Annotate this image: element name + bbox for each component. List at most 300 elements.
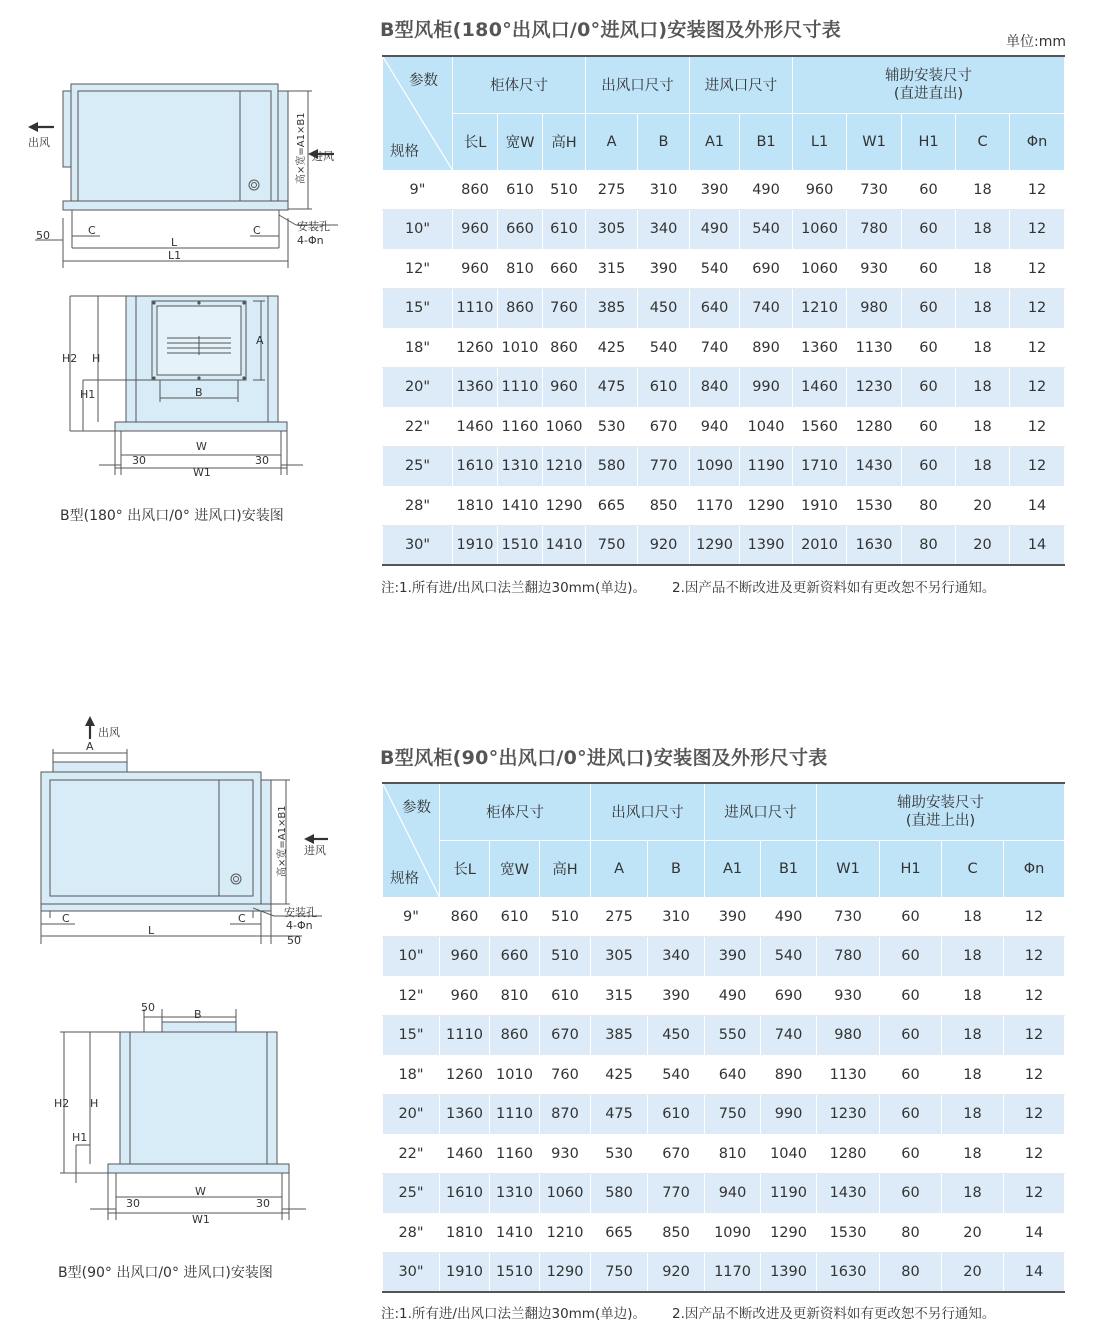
- row-spec-cell: 9": [383, 170, 453, 210]
- table-cell: 610: [540, 976, 591, 1016]
- col-header: W1: [847, 113, 902, 170]
- table-cell: 1410: [543, 526, 586, 566]
- table-cell: 1090: [705, 1213, 761, 1253]
- table-cell: 1560: [793, 407, 847, 447]
- dim-h1: H1: [80, 388, 96, 401]
- table-cell: 960: [440, 937, 490, 977]
- row-spec-cell: 12": [383, 976, 440, 1016]
- table-cell: 660: [490, 937, 540, 977]
- table-row: [383, 1016, 1065, 1056]
- table-cell: 540: [648, 1055, 705, 1095]
- table-cell: 960: [440, 976, 490, 1016]
- table-cell: 610: [648, 1095, 705, 1135]
- table-cell: 1390: [761, 1253, 817, 1293]
- table-cell: 1530: [817, 1213, 880, 1253]
- table-cell: 920: [638, 526, 690, 566]
- table-cell: 665: [586, 486, 638, 526]
- table-cell: 60: [880, 1174, 942, 1214]
- table-row: [383, 486, 1065, 526]
- table-cell: 80: [902, 526, 956, 566]
- out-air-label: 出风: [28, 136, 50, 149]
- section2-notes: [381, 1302, 995, 1322]
- dim-h2: H2: [54, 1097, 70, 1110]
- dim-30-left: 30: [132, 454, 146, 467]
- section2-title: B型风柜(90°出风口/0°进风口)安装图及外形尺寸表: [380, 747, 828, 769]
- table-cell: 18: [942, 1095, 1004, 1135]
- hole-label: 安装孔: [297, 220, 330, 233]
- table-cell: 1810: [453, 486, 498, 526]
- table-row: [383, 526, 1065, 566]
- table-cell: 1310: [498, 447, 543, 487]
- table-cell: 930: [847, 249, 902, 289]
- table-cell: 60: [880, 897, 942, 937]
- table-cell: 60: [902, 170, 956, 210]
- table-cell: 665: [591, 1213, 648, 1253]
- table-cell: 540: [690, 249, 740, 289]
- table-cell: 750: [586, 526, 638, 566]
- table-cell: 1810: [440, 1213, 490, 1253]
- table-cell: 12: [1010, 289, 1065, 329]
- table-cell: 18: [956, 249, 1010, 289]
- dim-c-right: C: [238, 912, 246, 925]
- corner-header: [383, 56, 453, 170]
- note-2: 2.因产品不断改进及更新资料如有更改恕不另行通知。: [672, 580, 996, 596]
- table-cell: 1060: [793, 210, 847, 250]
- table-cell: 60: [902, 447, 956, 487]
- table-cell: 2010: [793, 526, 847, 566]
- table-row: [383, 897, 1065, 937]
- size-label: 高×宽=A1×B1: [296, 112, 307, 184]
- table-cell: 60: [902, 210, 956, 250]
- table-cell: 1110: [440, 1016, 490, 1056]
- table-cell: 510: [540, 897, 591, 937]
- table-cell: 310: [648, 897, 705, 937]
- col-header: 高H: [543, 113, 586, 170]
- dim-l: L: [148, 924, 155, 937]
- table-cell: 1310: [490, 1174, 540, 1214]
- in-air-label: 进风: [312, 150, 334, 163]
- table-cell: 640: [705, 1055, 761, 1095]
- table-cell: 580: [586, 447, 638, 487]
- table-cell: 60: [880, 1016, 942, 1056]
- table-row: [383, 368, 1065, 408]
- table-cell: 12: [1004, 1174, 1065, 1214]
- dim-30-left: 30: [126, 1197, 140, 1210]
- section1-notes: [381, 576, 995, 596]
- table-cell: 18: [956, 328, 1010, 368]
- table-cell: 540: [638, 328, 690, 368]
- table-cell: 12: [1010, 328, 1065, 368]
- table-cell: 60: [902, 289, 956, 329]
- table-cell: 1260: [453, 328, 498, 368]
- table-cell: 940: [690, 407, 740, 447]
- front-view-diagram-90: [50, 995, 350, 1230]
- table-cell: 305: [586, 210, 638, 250]
- table-cell: 12: [1010, 447, 1065, 487]
- table-cell: 60: [880, 1055, 942, 1095]
- table-cell: 990: [740, 368, 793, 408]
- table-cell: 18: [942, 1016, 1004, 1056]
- table-cell: 1460: [793, 368, 847, 408]
- table-cell: 18: [942, 1134, 1004, 1174]
- table-cell: 660: [498, 210, 543, 250]
- col-header: 长L: [440, 840, 490, 897]
- table-cell: 1210: [543, 447, 586, 487]
- table-cell: 980: [847, 289, 902, 329]
- table-cell: 580: [591, 1174, 648, 1214]
- table-cell: 18: [942, 976, 1004, 1016]
- table-cell: 1110: [453, 289, 498, 329]
- table-cell: 730: [817, 897, 880, 937]
- table-cell: 18: [956, 289, 1010, 329]
- table-cell: 18: [942, 1174, 1004, 1214]
- table-cell: 870: [540, 1095, 591, 1135]
- dim-c-left: C: [88, 224, 96, 237]
- col-header: H1: [902, 113, 956, 170]
- table-cell: 980: [817, 1016, 880, 1056]
- table-cell: 1710: [793, 447, 847, 487]
- table-cell: 860: [543, 328, 586, 368]
- col-header: 长L: [453, 113, 498, 170]
- table-cell: 770: [638, 447, 690, 487]
- table-cell: 60: [880, 1095, 942, 1135]
- row-spec-cell: 9": [383, 897, 440, 937]
- table-cell: 1510: [498, 526, 543, 566]
- dim-30-right: 30: [255, 454, 269, 467]
- front-view-diagram-180: [55, 290, 355, 485]
- table-cell: 1280: [817, 1134, 880, 1174]
- table-cell: 810: [705, 1134, 761, 1174]
- table-cell: 12: [1010, 407, 1065, 447]
- table-cell: 1130: [817, 1055, 880, 1095]
- group-inlet: 进风口尺寸: [690, 56, 793, 113]
- table-cell: 690: [761, 976, 817, 1016]
- table-cell: 760: [540, 1055, 591, 1095]
- note-1: 注:1.所有进/出风口法兰翻边30mm(单边)。: [381, 1306, 646, 1322]
- row-spec-cell: 30": [383, 526, 453, 566]
- table-cell: 1430: [847, 447, 902, 487]
- group-outlet: 出风口尺寸: [586, 56, 690, 113]
- table-cell: 510: [540, 937, 591, 977]
- table-cell: 860: [440, 897, 490, 937]
- table-cell: 60: [880, 976, 942, 1016]
- table-cell: 20: [956, 526, 1010, 566]
- table-cell: 530: [591, 1134, 648, 1174]
- group-aux-sub: (直进上出): [905, 812, 976, 829]
- row-spec-cell: 25": [383, 1174, 440, 1214]
- dim-w1: W1: [193, 466, 211, 479]
- table-cell: 670: [648, 1134, 705, 1174]
- group-aux: [817, 783, 1065, 840]
- dim-h: H: [92, 352, 101, 365]
- col-header: A1: [690, 113, 740, 170]
- table-cell: 1290: [740, 486, 793, 526]
- row-spec-cell: 15": [383, 289, 453, 329]
- table-cell: 740: [761, 1016, 817, 1056]
- table-cell: 12: [1004, 1134, 1065, 1174]
- table-cell: 80: [880, 1213, 942, 1253]
- table-cell: 1060: [540, 1174, 591, 1214]
- table-cell: 475: [586, 368, 638, 408]
- row-spec-cell: 10": [383, 937, 440, 977]
- table-cell: 490: [705, 976, 761, 1016]
- table-cell: 1290: [690, 526, 740, 566]
- table-cell: 660: [543, 249, 586, 289]
- group-aux-label: 辅助安装尺寸: [897, 794, 985, 811]
- col-header: A1: [705, 840, 761, 897]
- group-cabinet: 柜体尺寸: [440, 783, 591, 840]
- col-header: C: [942, 840, 1004, 897]
- table-cell: 1170: [690, 486, 740, 526]
- table-row: [383, 447, 1065, 487]
- dim-w: W: [195, 1185, 206, 1198]
- table-cell: 860: [490, 1016, 540, 1056]
- table-cell: 1040: [740, 407, 793, 447]
- table-row: [383, 1134, 1065, 1174]
- table-cell: 1910: [453, 526, 498, 566]
- row-spec-cell: 28": [383, 1213, 440, 1253]
- table-cell: 18: [956, 447, 1010, 487]
- hole-spec-label: 4-Φn: [297, 234, 324, 247]
- table-cell: 14: [1010, 486, 1065, 526]
- table-cell: 890: [761, 1055, 817, 1095]
- section1-title: B型风柜(180°出风口/0°进风口)安装图及外形尺寸表: [380, 19, 842, 41]
- table-cell: 12: [1010, 368, 1065, 408]
- dim-b: B: [194, 1008, 202, 1021]
- table-cell: 14: [1004, 1213, 1065, 1253]
- table-cell: 1130: [847, 328, 902, 368]
- table-cell: 60: [902, 249, 956, 289]
- table-cell: 610: [490, 897, 540, 937]
- row-spec-cell: 20": [383, 368, 453, 408]
- table-cell: 1190: [761, 1174, 817, 1214]
- col-header: H1: [880, 840, 942, 897]
- table-cell: 12: [1004, 1016, 1065, 1056]
- dim-w1: W1: [192, 1213, 210, 1226]
- table-cell: 60: [902, 407, 956, 447]
- row-spec-cell: 12": [383, 249, 453, 289]
- table-cell: 890: [740, 328, 793, 368]
- row-spec-cell: 25": [383, 447, 453, 487]
- table-cell: 425: [591, 1055, 648, 1095]
- group-aux: [793, 56, 1065, 113]
- row-spec-cell: 18": [383, 1055, 440, 1095]
- table-cell: 1390: [740, 526, 793, 566]
- spec-table-180: [382, 55, 1065, 566]
- row-spec-cell: 22": [383, 407, 453, 447]
- table-row: [383, 170, 1065, 210]
- row-spec-cell: 18": [383, 328, 453, 368]
- row-spec-cell: 10": [383, 210, 453, 250]
- table-cell: 12: [1004, 976, 1065, 1016]
- table-row: [383, 976, 1065, 1016]
- table-cell: 450: [638, 289, 690, 329]
- table-cell: 750: [591, 1253, 648, 1293]
- table-cell: 1630: [847, 526, 902, 566]
- table-cell: 20: [942, 1213, 1004, 1253]
- table-row: [383, 249, 1065, 289]
- dim-a: A: [86, 740, 94, 753]
- table-cell: 810: [498, 249, 543, 289]
- dim-50: 50: [287, 934, 301, 947]
- table-cell: 740: [690, 328, 740, 368]
- dim-50: 50: [36, 229, 50, 242]
- col-header: 宽W: [498, 113, 543, 170]
- dim-c-right: C: [253, 224, 261, 237]
- table-cell: 860: [453, 170, 498, 210]
- table-cell: 1410: [498, 486, 543, 526]
- col-header: B1: [761, 840, 817, 897]
- row-spec-cell: 28": [383, 486, 453, 526]
- hole-spec-label: 4-Φn: [286, 919, 313, 932]
- table-cell: 990: [761, 1095, 817, 1135]
- out-air-label: 出风: [98, 726, 120, 739]
- table-cell: 780: [817, 937, 880, 977]
- table-cell: 1260: [440, 1055, 490, 1095]
- note-2: 2.因产品不断改进及更新资料如有更改恕不另行通知。: [672, 1306, 996, 1322]
- table-cell: 940: [705, 1174, 761, 1214]
- table-cell: 1160: [498, 407, 543, 447]
- table-row: [383, 937, 1065, 977]
- table-row: [383, 1174, 1065, 1214]
- table-cell: 310: [638, 170, 690, 210]
- table-cell: 960: [453, 210, 498, 250]
- table-cell: 385: [586, 289, 638, 329]
- group-aux-sub: (直进直出): [893, 85, 964, 102]
- dim-h: H: [90, 1097, 99, 1110]
- table-cell: 550: [705, 1016, 761, 1056]
- group-inlet: 进风口尺寸: [705, 783, 817, 840]
- dim-b: B: [195, 386, 203, 399]
- table-cell: 340: [648, 937, 705, 977]
- group-cabinet: 柜体尺寸: [453, 56, 586, 113]
- dim-a: A: [256, 334, 264, 347]
- table-cell: 540: [761, 937, 817, 977]
- table-cell: 390: [705, 937, 761, 977]
- table-cell: 850: [638, 486, 690, 526]
- table-cell: 1510: [490, 1253, 540, 1293]
- table-cell: 490: [761, 897, 817, 937]
- spec-header: 规格: [390, 870, 419, 887]
- table-cell: 60: [880, 937, 942, 977]
- table-cell: 1060: [543, 407, 586, 447]
- table-cell: 1190: [740, 447, 793, 487]
- hole-label: 安装孔: [284, 906, 317, 919]
- table-cell: 60: [880, 1134, 942, 1174]
- table-cell: 1410: [490, 1213, 540, 1253]
- table-cell: 1280: [847, 407, 902, 447]
- size-label: 高×宽=A1×B1: [277, 805, 288, 877]
- table-cell: 1210: [540, 1213, 591, 1253]
- dim-h2: H2: [62, 352, 78, 365]
- col-header: Φn: [1004, 840, 1065, 897]
- table-cell: 12: [1010, 170, 1065, 210]
- table-cell: 1110: [490, 1095, 540, 1135]
- table-cell: 850: [648, 1213, 705, 1253]
- table-cell: 1160: [490, 1134, 540, 1174]
- table-cell: 315: [591, 976, 648, 1016]
- table-cell: 12: [1004, 897, 1065, 937]
- table-cell: 930: [540, 1134, 591, 1174]
- table-cell: 510: [543, 170, 586, 210]
- col-header: A: [586, 113, 638, 170]
- table-cell: 670: [638, 407, 690, 447]
- col-header: 宽W: [490, 840, 540, 897]
- table-cell: 930: [817, 976, 880, 1016]
- table-cell: 12: [1004, 1095, 1065, 1135]
- table-cell: 80: [880, 1253, 942, 1293]
- dim-50: 50: [141, 1001, 155, 1014]
- table-cell: 730: [847, 170, 902, 210]
- table-cell: 20: [956, 486, 1010, 526]
- table-cell: 1040: [761, 1134, 817, 1174]
- table-cell: 760: [543, 289, 586, 329]
- table-cell: 315: [586, 249, 638, 289]
- table-cell: 540: [740, 210, 793, 250]
- table-cell: 18: [956, 368, 1010, 408]
- table-cell: 610: [638, 368, 690, 408]
- table-cell: 1530: [847, 486, 902, 526]
- table-cell: 12: [1010, 210, 1065, 250]
- table-cell: 860: [498, 289, 543, 329]
- row-spec-cell: 20": [383, 1095, 440, 1135]
- table-row: [383, 328, 1065, 368]
- row-spec-cell: 22": [383, 1134, 440, 1174]
- table-cell: 18: [956, 407, 1010, 447]
- param-header: 参数: [409, 73, 438, 89]
- row-spec-cell: 15": [383, 1016, 440, 1056]
- table-cell: 340: [638, 210, 690, 250]
- table-cell: 14: [1010, 526, 1065, 566]
- table-cell: 390: [638, 249, 690, 289]
- table-cell: 18: [956, 170, 1010, 210]
- table-cell: 1230: [817, 1095, 880, 1135]
- table-cell: 390: [690, 170, 740, 210]
- table-cell: 490: [740, 170, 793, 210]
- table-cell: 840: [690, 368, 740, 408]
- row-spec-cell: 30": [383, 1253, 440, 1293]
- table-row: [383, 1213, 1065, 1253]
- table-cell: 1290: [540, 1253, 591, 1293]
- table-cell: 960: [543, 368, 586, 408]
- table-cell: 390: [648, 976, 705, 1016]
- table-cell: 1230: [847, 368, 902, 408]
- table-row: [383, 289, 1065, 329]
- table-cell: 1630: [817, 1253, 880, 1293]
- table-cell: 610: [498, 170, 543, 210]
- section2-caption: B型(90° 出风口/0° 进风口)安装图: [58, 1265, 273, 1281]
- col-header: B1: [740, 113, 793, 170]
- table-cell: 14: [1004, 1253, 1065, 1293]
- table-row: [383, 1253, 1065, 1293]
- table-cell: 690: [740, 249, 793, 289]
- in-air-label: 进风: [304, 844, 326, 857]
- table-cell: 390: [705, 897, 761, 937]
- table-cell: 18: [942, 897, 1004, 937]
- table-cell: 1060: [793, 249, 847, 289]
- table-cell: 1090: [690, 447, 740, 487]
- table-cell: 12: [1004, 937, 1065, 977]
- table-cell: 1460: [453, 407, 498, 447]
- table-cell: 740: [740, 289, 793, 329]
- table-cell: 530: [586, 407, 638, 447]
- dim-w: W: [196, 440, 207, 453]
- table-cell: 1460: [440, 1134, 490, 1174]
- col-header: B: [648, 840, 705, 897]
- table-cell: 1290: [761, 1213, 817, 1253]
- dim-30-right: 30: [256, 1197, 270, 1210]
- table-cell: 1610: [453, 447, 498, 487]
